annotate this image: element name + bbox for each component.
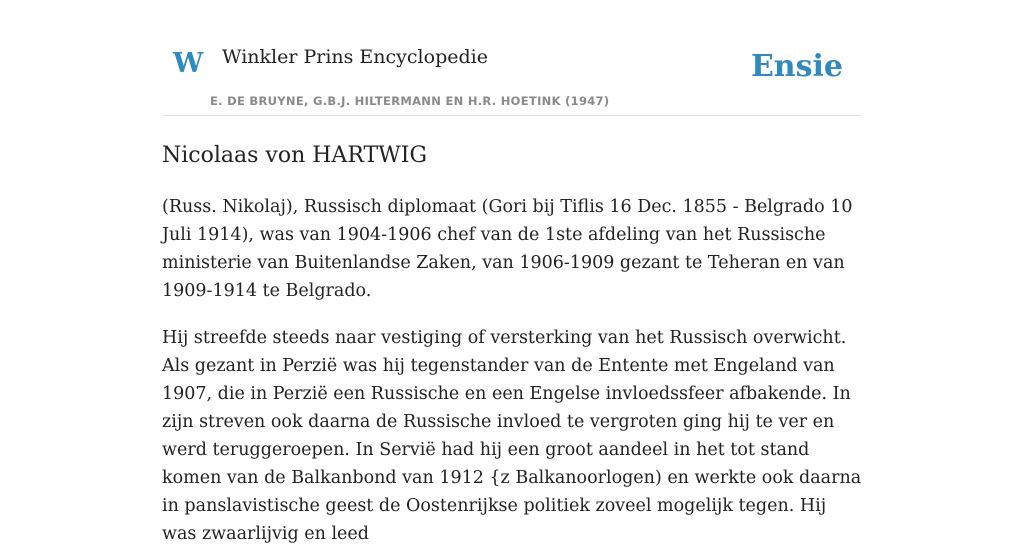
- article-paragraph-1: (Russ. Nikolaj), Russisch diplomaat (Gori bij Tiflis 16 Dec. 1855 - Belgrado 10 Juli 1914), was van 1904-1906 chef van de 1ste afdeling van het Russische ministerie van Buitenlandse Zaken, van 1906-1909 gezant te Teheran en van 1909-1914 te Belgrado.: [162, 196, 853, 301]
- site-header: [162, 0, 862, 116]
- ensie-logo[interactable]: Ensie: [750, 49, 843, 84]
- encyclopedia-authors: E. DE BRUYNE, G.B.J. HILTERMANN EN H.R. HOETINK (1947): [210, 94, 610, 108]
- winkler-prins-logo[interactable]: W: [173, 48, 204, 79]
- encyclopedia-title[interactable]: Winkler Prins Encyclopedie: [222, 46, 488, 68]
- article-title: Nicolaas von HARTWIG: [162, 143, 428, 168]
- article-paragraph-2: Hij streefde steeds naar vestiging of versterking van het Russisch overwicht. Als gezant in Perzië was hij tegenstander van de Entente met Engeland van 1907, die in Perzië een Russische en een Engelse invloedssfeer afbakende. In zijn streven ook daarna de Russische invloed te vergroten ging hij te ver en werd teruggeroepen. In Servië had hij een groot aandeel in het tot stand komen van de Balkanbond van 1912 {z Balkanoorlogen) en werkte ook daarna in panslavistische geest de Oostenrijkse politiek zoveel mogelijk tegen. Hij was zwaarlijvig en leed: [162, 327, 862, 544]
- page: [162, 0, 862, 548]
